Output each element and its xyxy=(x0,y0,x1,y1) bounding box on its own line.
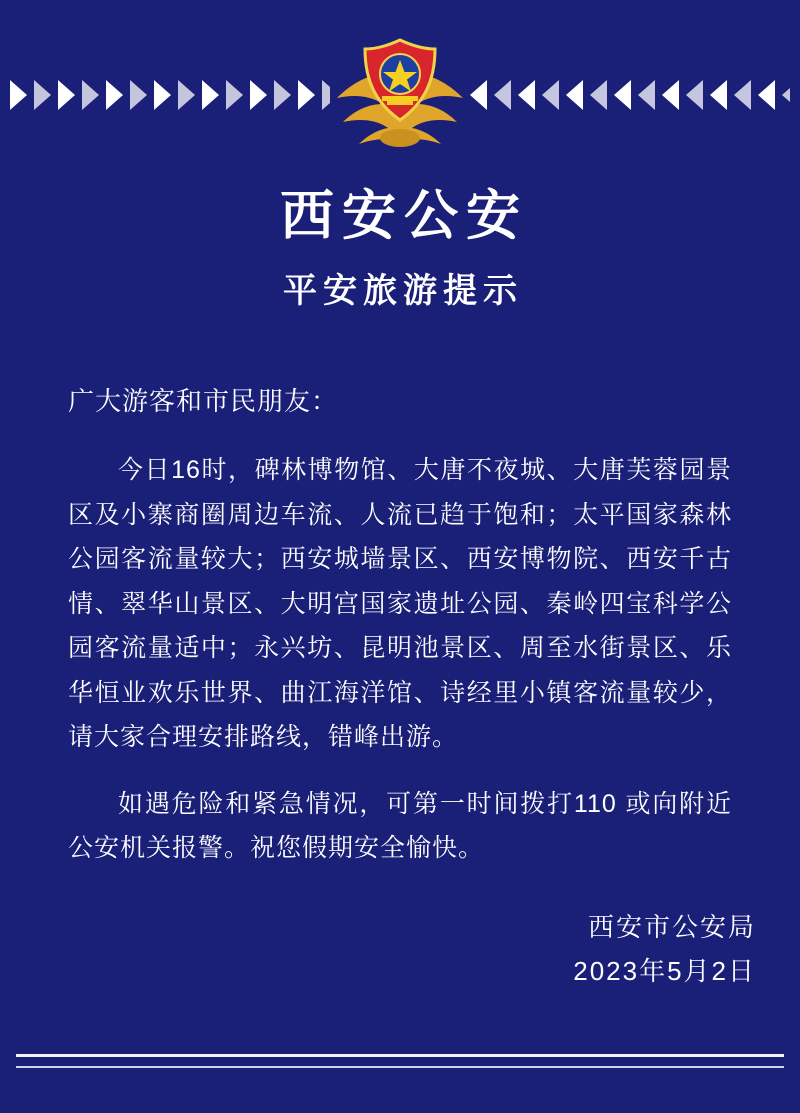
chevron-right-icon xyxy=(710,80,727,110)
chevron-right-icon xyxy=(638,80,655,110)
chevron-left-icon xyxy=(82,80,99,110)
chevron-left-icon xyxy=(226,80,243,110)
chevron-left-icon xyxy=(274,80,291,110)
chevron-right-icon xyxy=(758,80,775,110)
chevron-left-icon xyxy=(154,80,171,110)
salutation: 广大游客和市民朋友： xyxy=(68,385,339,416)
chevron-right-icon xyxy=(662,80,679,110)
police-badge-icon xyxy=(325,34,475,154)
chevron-right-icon xyxy=(566,80,583,110)
chevron-left-icon xyxy=(10,80,27,110)
divider-line xyxy=(16,1054,784,1057)
chevron-right-icon xyxy=(614,80,631,110)
chevron-row xyxy=(470,74,790,116)
page-subtitle: 平安旅游提示 xyxy=(283,271,523,310)
signature-organization: 西安市公安局 xyxy=(587,911,756,942)
divider-line xyxy=(16,1066,784,1068)
signature-block xyxy=(0,905,756,993)
notice-paragraph-1: 今日16时，碑林博物馆、大唐不夜城、大唐芙蓉园景区及小寨商圈周边车流、人流已趋于饱和；太平国家森林公园客流量较大；西安城墙景区、西安博物院、西安千古情、翠华山景区、大明宫国家遗址公园、秦岭四宝科学公园客流量适中；永兴坊、昆明池景区、周至水街景区、乐华恒业欢乐世界、曲江海洋馆、诗经里小镇客流量较少，请大家合理安排路线，错峰出游。 xyxy=(68,456,732,752)
chevron-left-icon xyxy=(178,80,195,110)
chevron-left-icon xyxy=(34,80,51,110)
chevron-row xyxy=(10,74,330,116)
notice-paragraph-2: 如遇危险和紧急情况，可第一时间拨打110 或向附近公安机关报警。祝您假期安全愉快。 xyxy=(68,789,732,863)
chevron-right-icon xyxy=(518,80,535,110)
chevron-left-icon xyxy=(106,80,123,110)
chevron-strip-left xyxy=(10,74,330,116)
chevron-right-icon xyxy=(542,80,559,110)
chevron-left-icon xyxy=(250,80,267,110)
title-block xyxy=(0,184,800,312)
chevron-left-icon xyxy=(130,80,147,110)
chevron-left-icon xyxy=(298,80,315,110)
chevron-left-icon xyxy=(202,80,219,110)
chevron-right-icon xyxy=(494,80,511,110)
bottom-rules xyxy=(0,1054,800,1077)
signature-date: 2023年5月2日 xyxy=(573,955,756,986)
top-banner xyxy=(0,0,800,160)
chevron-right-icon xyxy=(734,80,751,110)
chevron-right-icon xyxy=(782,80,790,110)
chevron-right-icon xyxy=(590,80,607,110)
chevron-right-icon xyxy=(686,80,703,110)
notice-body xyxy=(68,378,732,871)
chevron-strip-right xyxy=(470,74,790,116)
chevron-left-icon xyxy=(58,80,75,110)
page-title: 西安公安 xyxy=(280,186,528,246)
